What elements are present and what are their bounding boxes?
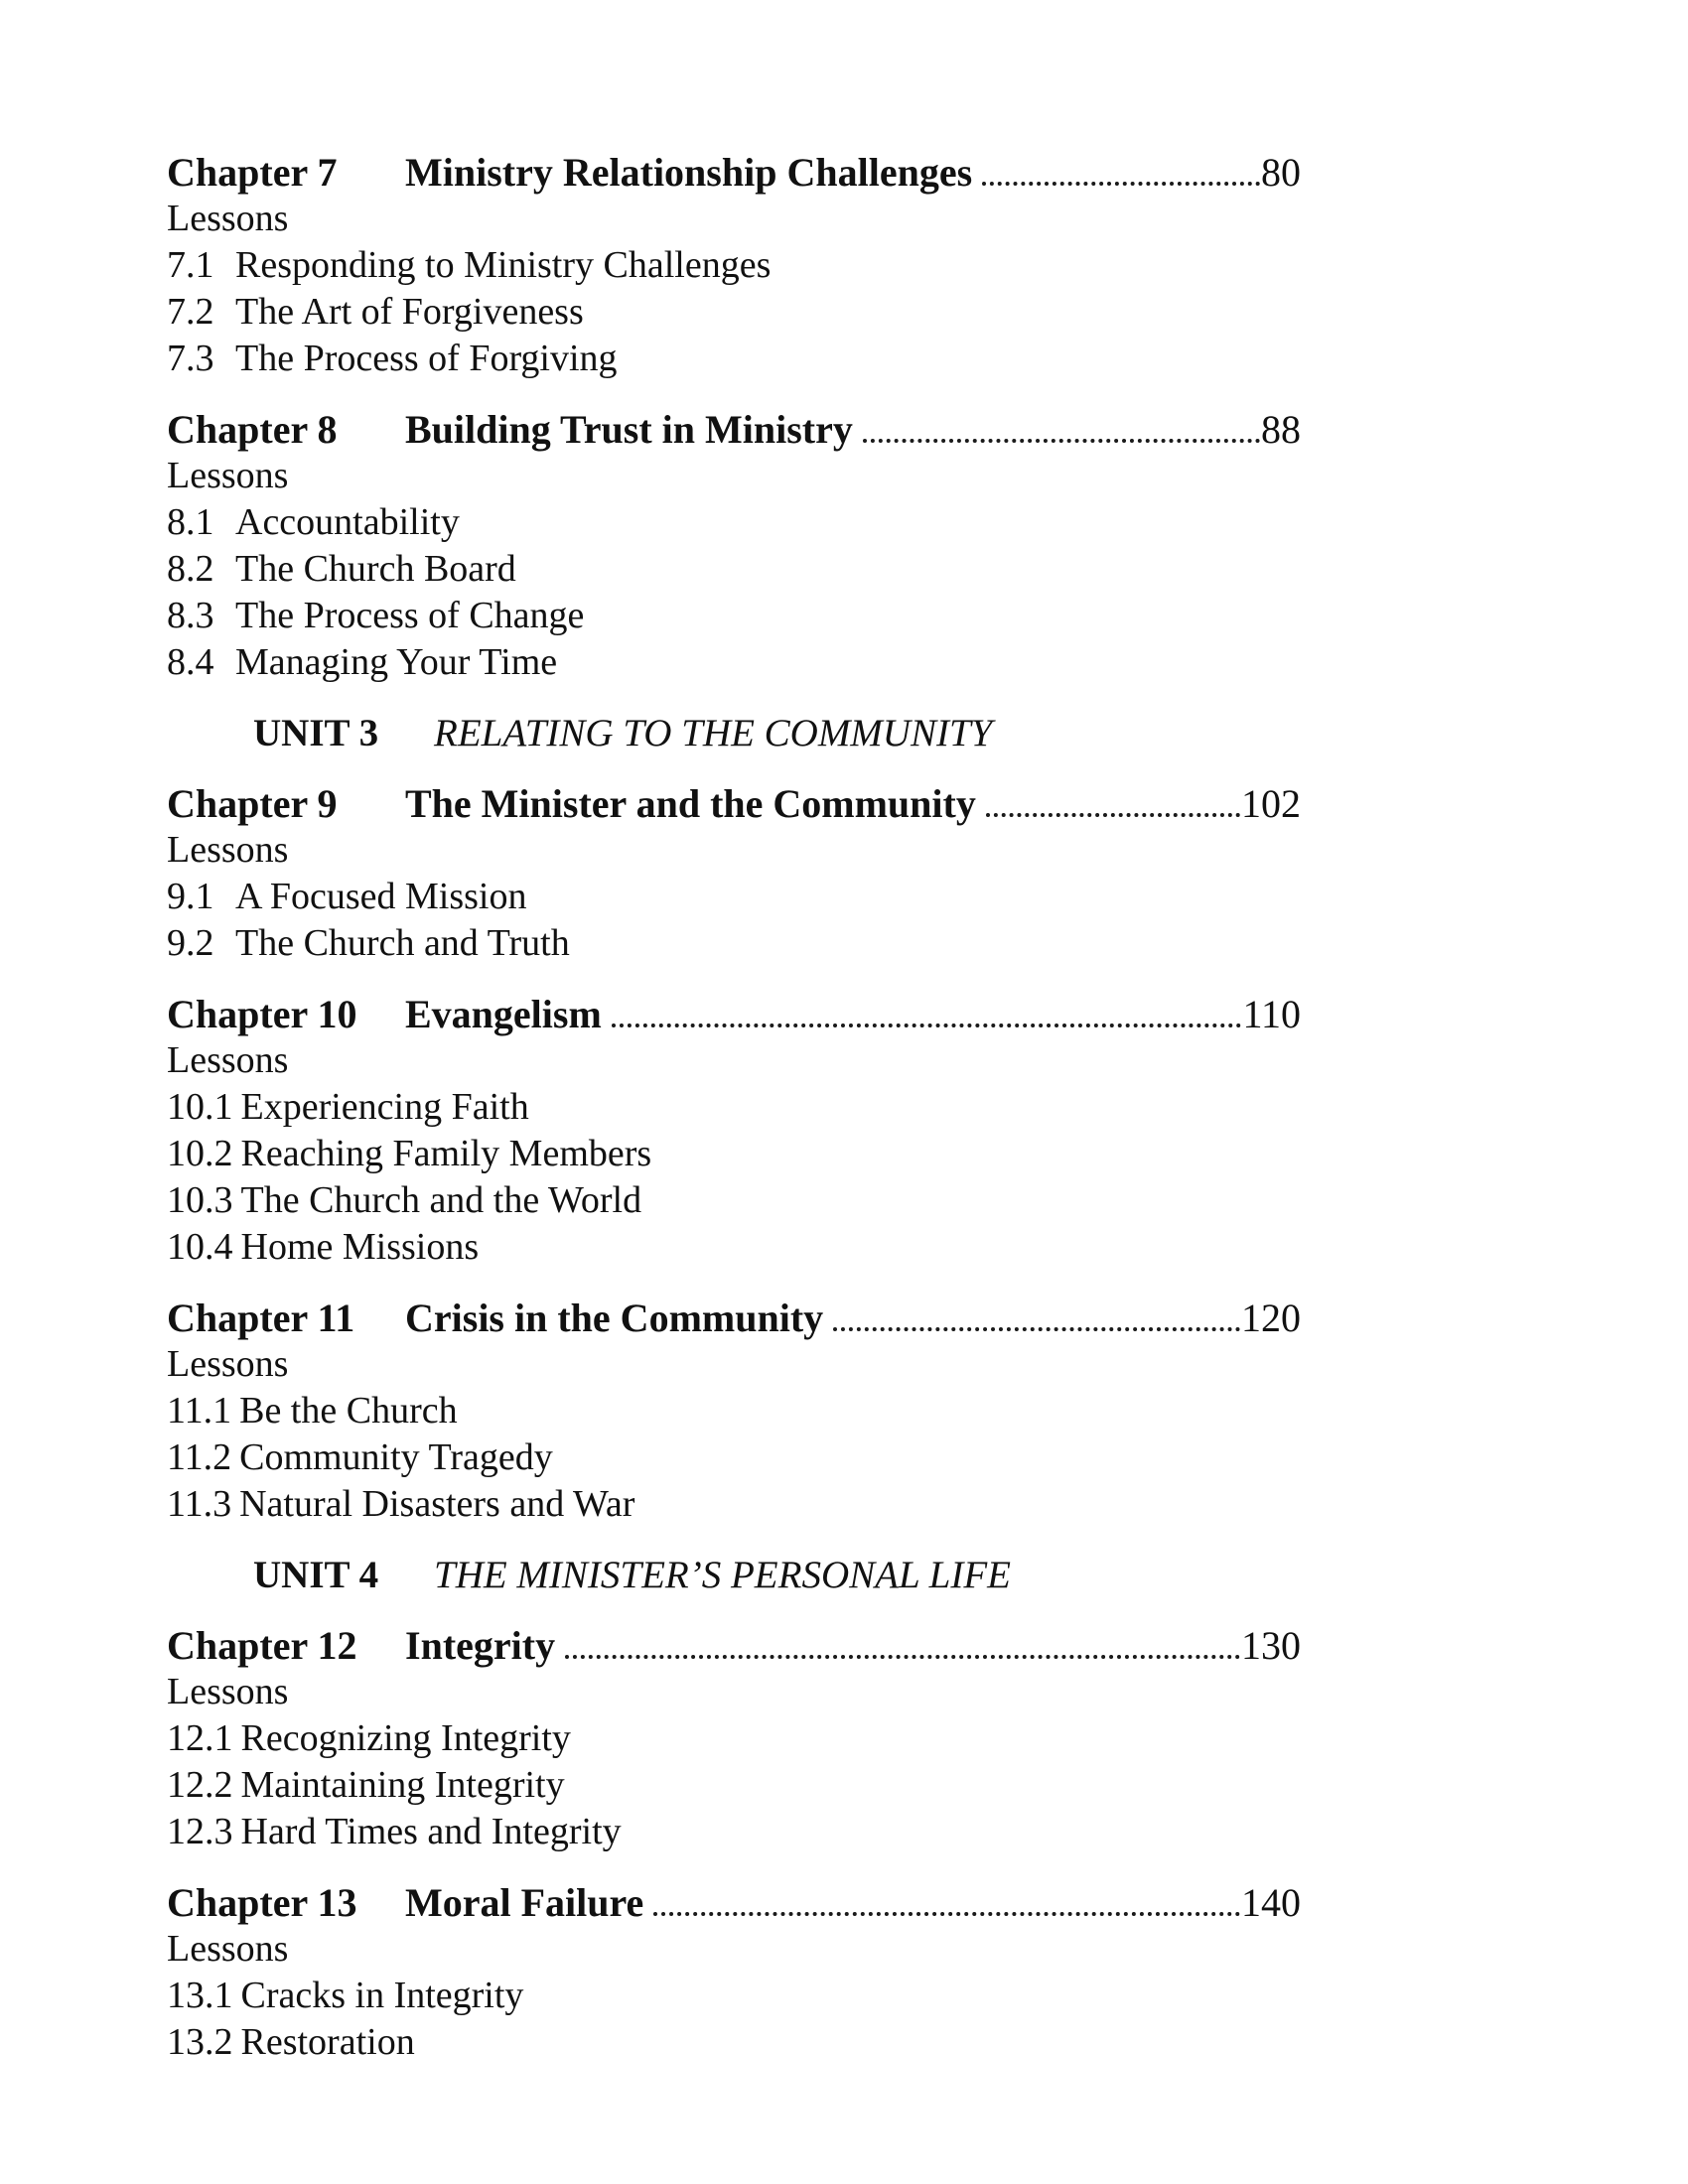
chapter-title: The Minister and the Community [405,781,976,826]
toc-lesson-entry [167,1084,1301,1131]
chapter-page-number: 88 [1261,407,1301,452]
lesson-number: 7.3 [167,338,214,379]
lesson-title: Cracks in Integrity [240,1975,524,2016]
lesson-title: Community Tragedy [239,1436,553,1478]
chapter-page-number: 130 [1241,1623,1301,1668]
chapter-title: Building Trust in Ministry [405,407,853,452]
lesson-title: Home Missions [240,1226,480,1268]
chapter-number-label: Chapter 8 [167,407,338,452]
dot-leader [863,439,1260,443]
chapter-title: Ministry Relationship Challenges [405,150,973,195]
toc-lesson-entry [167,1388,1301,1434]
chapter-page-number: 80 [1261,150,1301,195]
lesson-number: 9.1 [167,876,214,917]
lesson-title: The Art of Forgiveness [235,291,584,333]
toc-chapter-entry [167,991,1301,1037]
chapter-page-number: 102 [1241,781,1301,826]
lesson-number: 10.2 [167,1133,233,1174]
lessons-heading: Lessons [167,1343,289,1385]
toc-chapter-entry [167,149,1301,196]
table-of-contents [167,149,1301,2066]
dot-leader [653,1912,1240,1916]
toc-lesson-entry [167,639,1301,686]
lesson-title: Accountability [235,501,460,543]
lesson-number: 9.2 [167,922,214,964]
toc-chapter-entry [167,1622,1301,1669]
lesson-title: Maintaining Integrity [240,1764,565,1806]
lesson-title: Natural Disasters and War [239,1483,635,1525]
unit-title: THE MINISTER’S PERSONAL LIFE [434,1554,1012,1596]
chapter-page-number: 120 [1241,1296,1301,1340]
chapter-page-number: 110 [1242,992,1301,1036]
toc-unit-entry [167,710,1301,756]
toc-lesson-entry [167,546,1301,593]
toc-lesson-entry [167,1809,1301,1855]
lesson-number: 13.2 [167,2021,233,2063]
toc-lesson-entry [167,289,1301,336]
lesson-number: 12.3 [167,1811,233,1852]
toc-lesson-entry [167,1973,1301,2019]
unit-number-label: UNIT 3 [253,712,379,754]
dot-leader [612,1024,1242,1027]
lesson-number: 7.1 [167,244,214,286]
lessons-heading: Lessons [167,1671,289,1712]
unit-title: RELATING TO THE COMMUNITY [434,712,993,754]
dot-leader [833,1327,1240,1331]
toc-lesson-entry [167,1177,1301,1224]
toc-lesson-entry [167,593,1301,639]
toc-chapter-entry [167,1879,1301,1926]
lesson-number: 10.3 [167,1179,233,1221]
chapter-title: Evangelism [405,992,602,1036]
toc-lesson-entry [167,1715,1301,1762]
unit-number-label: UNIT 4 [253,1554,379,1596]
dot-leader [565,1655,1240,1659]
lesson-number: 11.2 [167,1436,232,1478]
toc-unit-entry [167,1552,1301,1598]
lesson-title: Restoration [240,2021,415,2063]
toc-lesson-entry [167,1481,1301,1528]
toc-lesson-entry [167,499,1301,546]
chapter-page-number: 140 [1241,1880,1301,1925]
lesson-number: 11.1 [167,1390,232,1432]
lessons-heading: Lessons [167,1928,289,1970]
lesson-number: 11.3 [167,1483,232,1525]
chapter-number-label: Chapter 11 [167,1296,355,1340]
lesson-number: 10.1 [167,1086,233,1128]
toc-lesson-entry [167,1434,1301,1481]
lesson-number: 8.4 [167,641,214,683]
lesson-title: The Church and Truth [235,922,570,964]
lesson-title: Be the Church [239,1390,458,1432]
lesson-number: 10.4 [167,1226,233,1268]
chapter-number-label: Chapter 10 [167,992,357,1036]
lesson-number: 8.1 [167,501,214,543]
lesson-title: The Church Board [235,548,516,590]
lesson-title: A Focused Mission [235,876,527,917]
chapter-number-label: Chapter 13 [167,1880,357,1925]
lesson-title: The Church and the World [240,1179,642,1221]
lessons-heading: Lessons [167,1039,289,1081]
toc-lesson-entry [167,336,1301,382]
toc-lesson-entry [167,1131,1301,1177]
toc-chapter-entry [167,780,1301,827]
lesson-title: The Process of Forgiving [235,338,618,379]
chapter-number-label: Chapter 7 [167,150,338,195]
lesson-title: Hard Times and Integrity [240,1811,622,1852]
toc-lesson-entry [167,2019,1301,2066]
lesson-number: 7.2 [167,291,214,333]
chapter-number-label: Chapter 12 [167,1623,357,1668]
chapter-number-label: Chapter 9 [167,781,338,826]
chapter-title: Integrity [405,1623,556,1668]
toc-chapter-entry [167,1295,1301,1341]
lessons-heading: Lessons [167,829,289,871]
lessons-heading: Lessons [167,455,289,496]
lesson-number: 8.2 [167,548,214,590]
lesson-title: Reaching Family Members [240,1133,652,1174]
lesson-number: 8.3 [167,595,214,636]
toc-lesson-entry [167,920,1301,967]
lesson-number: 13.1 [167,1975,233,2016]
lesson-title: Recognizing Integrity [240,1717,571,1759]
lesson-title: The Process of Change [235,595,585,636]
toc-lesson-entry [167,874,1301,920]
toc-lesson-entry [167,1762,1301,1809]
lesson-title: Experiencing Faith [240,1086,529,1128]
toc-lesson-entry [167,1224,1301,1271]
chapter-title: Moral Failure [405,1880,644,1925]
lesson-title: Managing Your Time [235,641,558,683]
toc-lesson-entry [167,242,1301,289]
chapter-title: Crisis in the Community [405,1296,824,1340]
lessons-heading: Lessons [167,198,289,239]
dot-leader [982,182,1260,186]
lesson-title: Responding to Ministry Challenges [235,244,772,286]
dot-leader [986,813,1240,817]
toc-chapter-entry [167,406,1301,453]
lesson-number: 12.1 [167,1717,233,1759]
lesson-number: 12.2 [167,1764,233,1806]
